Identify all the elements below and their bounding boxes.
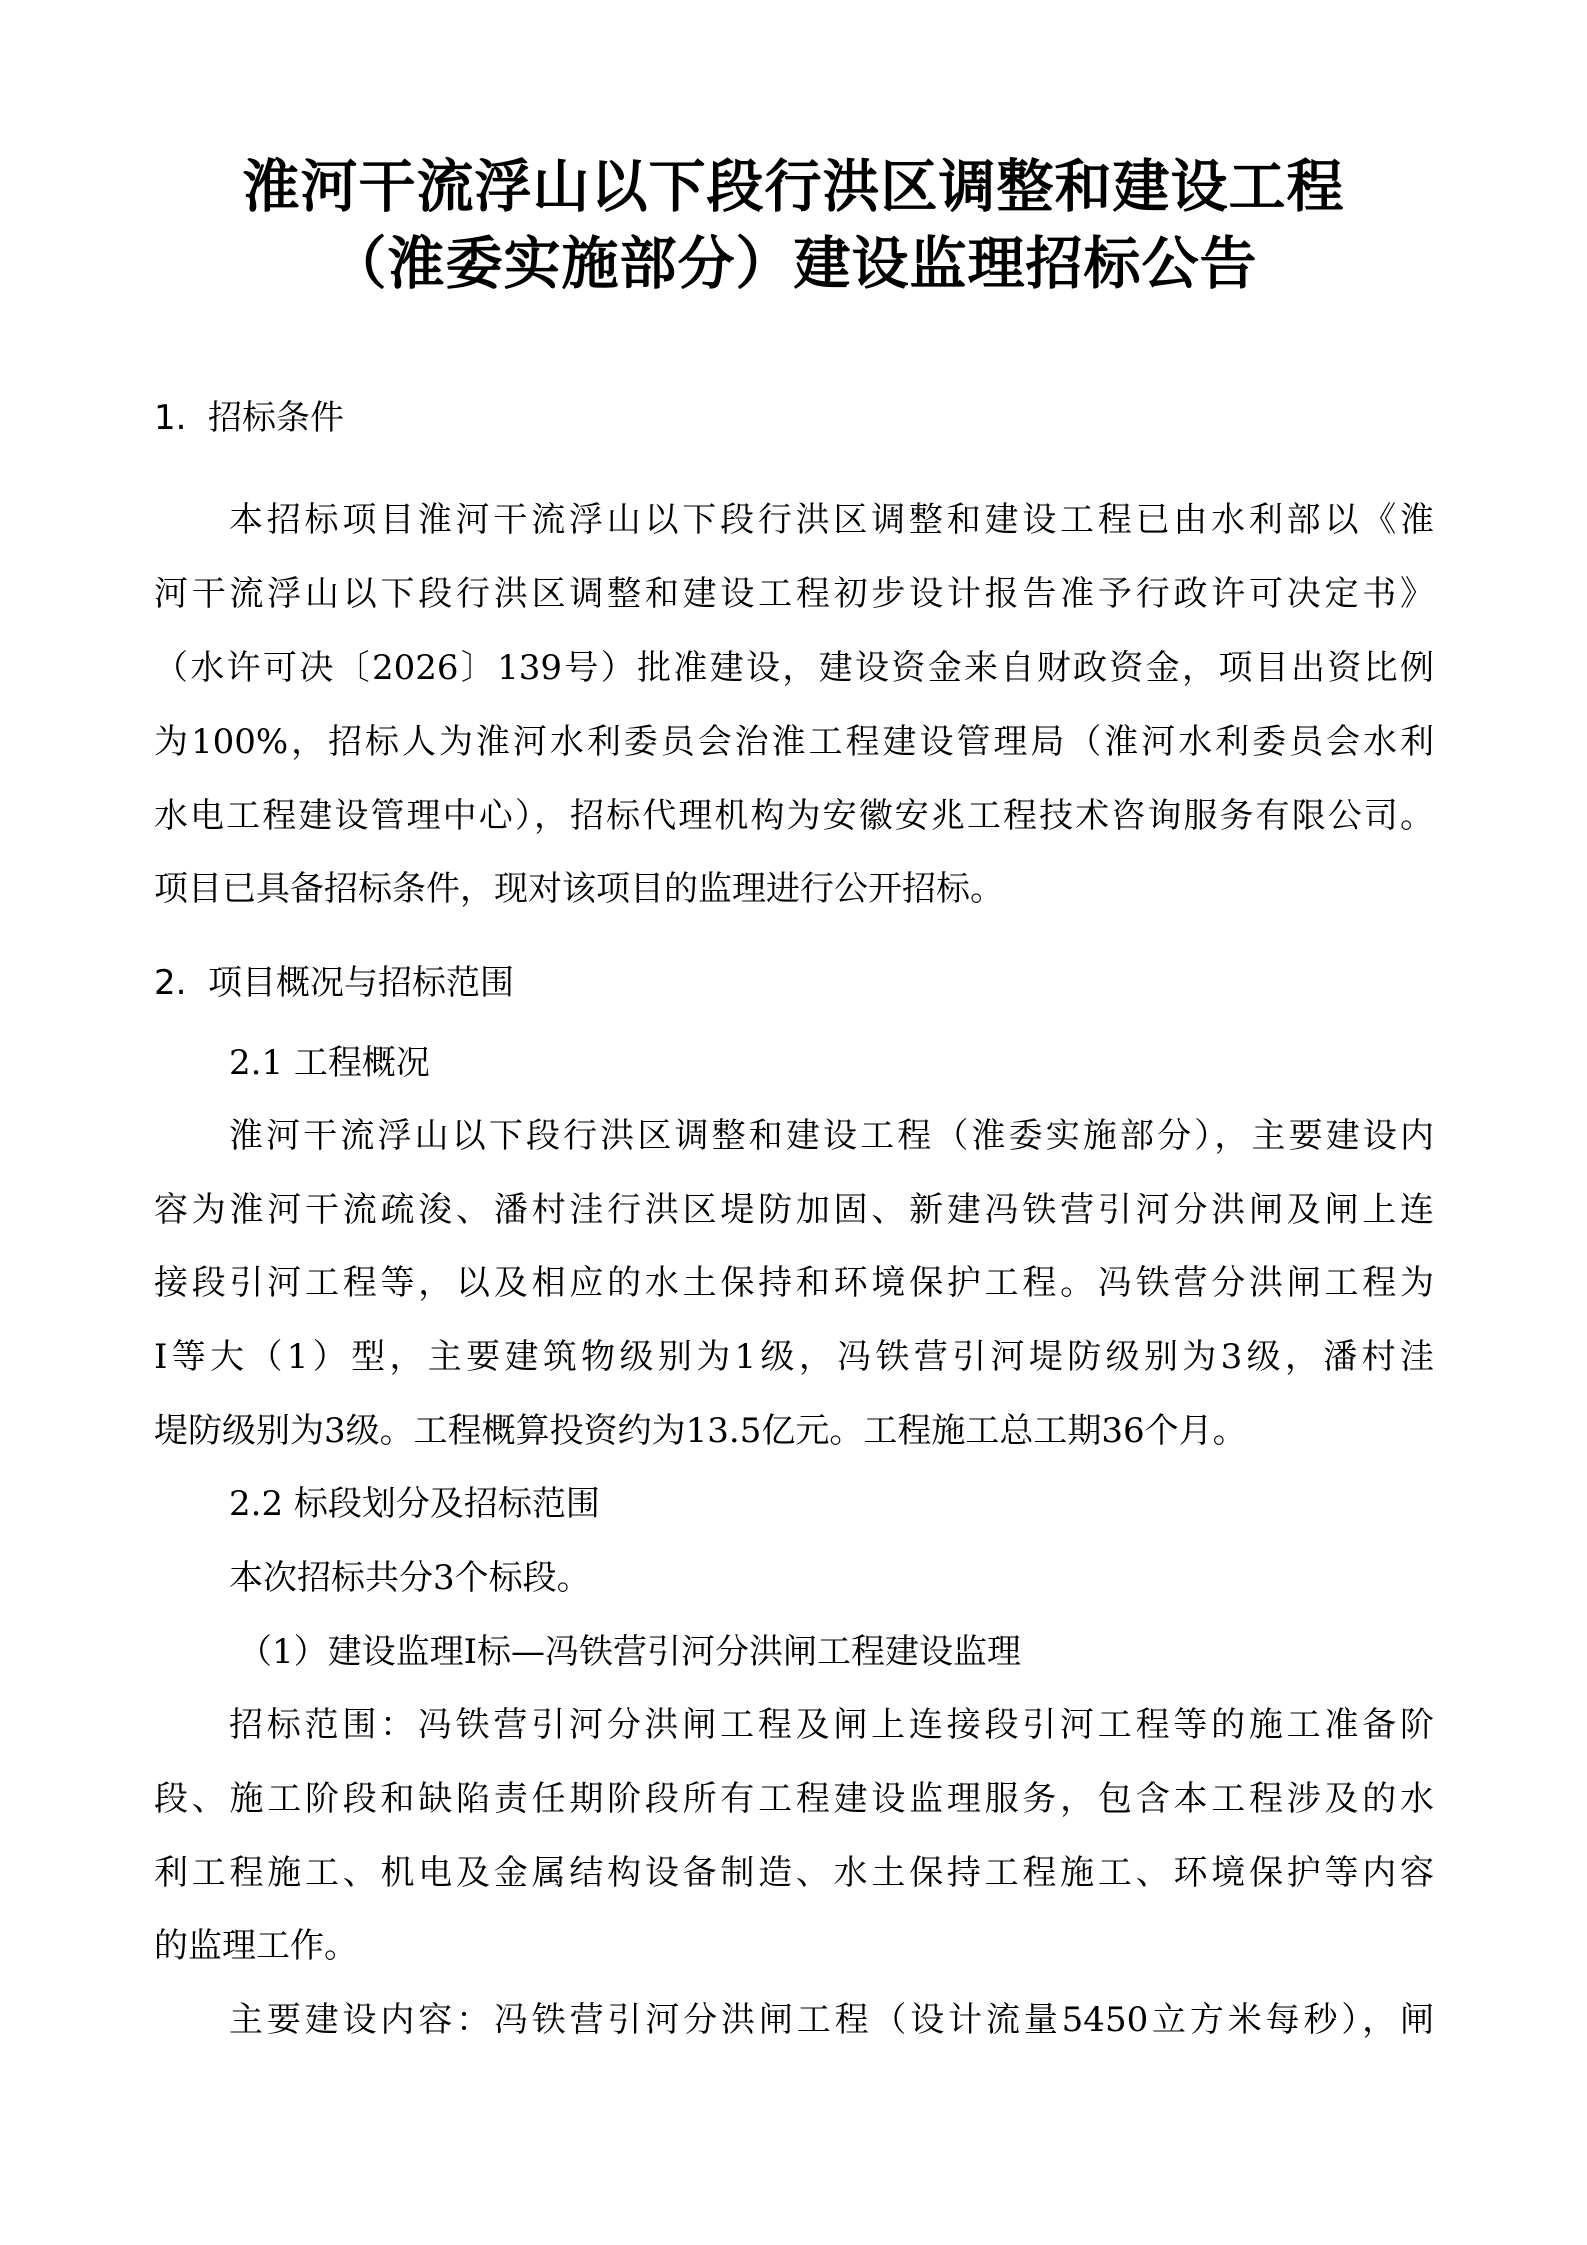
section-1-number: 1. <box>154 398 187 438</box>
subsection-2-1-title: 2.1 工程概况 <box>229 1043 430 1083</box>
subsection-2-2-title: 2.2 标段划分及招标范围 <box>229 1484 600 1524</box>
section-1-title: 招标条件 <box>208 398 344 438</box>
document-title-line-1: 淮河干流浮山以下段行洪区调整和建设工程 <box>242 153 1345 220</box>
section-2-number: 2. <box>154 963 187 1003</box>
section-1-paragraph-line: 项目已具备招标条件，现对该项目的监理进行公开招标。 <box>154 869 1004 909</box>
lot-1-title: （1）建设监理Ⅰ标—冯铁营引河分洪闸工程建设监理 <box>238 1632 1022 1672</box>
lot-1-scope-line: 段、施工阶段和缺陷责任期阶段所有工程建设监理服务，包含本工程涉及的水 <box>154 1779 1434 1819</box>
subsection-2-1-paragraph-line: 容为淮河干流疏浚、潘村洼行洪区堤防加固、新建冯铁营引河分洪闸及闸上连 <box>154 1190 1434 1230</box>
lot-1-scope-line: 利工程施工、机电及金属结构设备制造、水土保持工程施工、环境保护等内容 <box>154 1853 1434 1893</box>
section-1-paragraph-line: 河干流浮山以下段行洪区调整和建设工程初步设计报告准予行政许可决定书》 <box>154 574 1434 614</box>
section-2-title: 项目概况与招标范围 <box>208 963 514 1003</box>
subsection-2-1-paragraph-line: 淮河干流浮山以下段行洪区调整和建设工程（淮委实施部分），主要建设内 <box>229 1116 1434 1156</box>
section-1-paragraph-line: 为100%，招标人为淮河水利委员会治淮工程建设管理局（淮河水利委员会水利 <box>154 722 1434 762</box>
document-title-line-2: （淮委实施部分）建设监理招标公告 <box>329 230 1258 297</box>
section-1-heading <box>154 396 344 440</box>
section-1-paragraph-line: 水电工程建设管理中心），招标代理机构为安徽安兆工程技术咨询服务有限公司。 <box>154 796 1434 836</box>
lot-1-content-line: 主要建设内容：冯铁营引河分洪闸工程（设计流量5450立方米每秒），闸 <box>229 2000 1434 2040</box>
section-2-heading <box>154 961 514 1005</box>
subsection-2-1-paragraph-line: 堤防级别为3级。工程概算投资约为13.5亿元。工程施工总工期36个月。 <box>154 1411 1247 1451</box>
section-1-paragraph-line: （水许可决〔2026〕139号）批准建设，建设资金来自财政资金，项目出资比例 <box>154 648 1434 688</box>
section-1-paragraph-line: 本招标项目淮河干流浮山以下段行洪区调整和建设工程已由水利部以《淮 <box>229 500 1434 540</box>
lot-1-scope-line: 招标范围：冯铁营引河分洪闸工程及闸上连接段引河工程等的施工准备阶 <box>229 1705 1434 1745</box>
lot-1-scope-line: 的监理工作。 <box>154 1926 358 1966</box>
subsection-2-2-intro: 本次招标共分3个标段。 <box>229 1558 591 1598</box>
subsection-2-1-paragraph-line: Ⅰ等大（1）型，主要建筑物级别为1级，冯铁营引河堤防级别为3级，潘村洼 <box>154 1337 1434 1377</box>
subsection-2-1-paragraph-line: 接段引河工程等，以及相应的水土保持和环境保护工程。冯铁营分洪闸工程为 <box>154 1263 1434 1303</box>
